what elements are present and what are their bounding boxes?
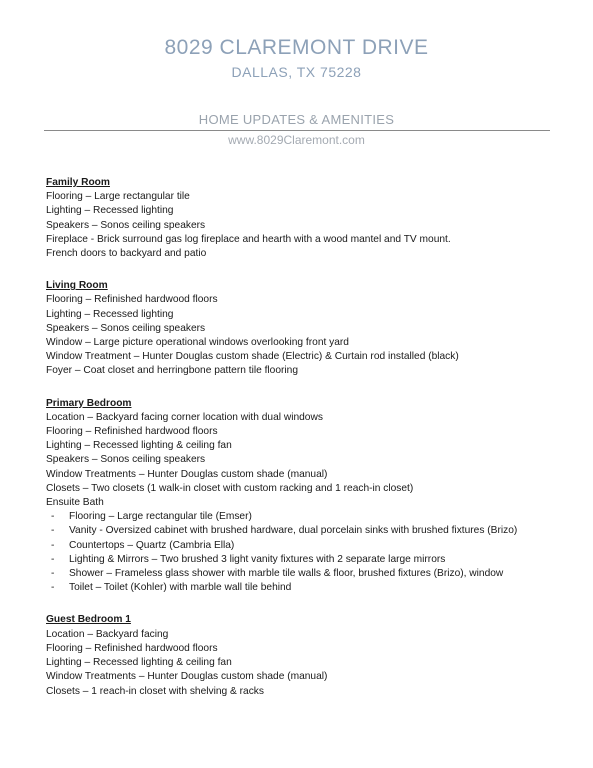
bullet-marker: - <box>51 539 55 551</box>
bullet-item <box>46 524 556 538</box>
section-heading: Primary Bedroom <box>46 397 132 409</box>
section-guest-bedroom-1 <box>46 613 556 698</box>
bullet-item <box>46 567 556 581</box>
feature-line: Fireplace - Brick surround gas log fireplace and hearth with a wood mantel and TV mount. <box>46 233 451 245</box>
feature-line: French doors to backyard and patio <box>46 248 207 260</box>
bullet-marker: - <box>51 553 55 565</box>
bullet-marker: - <box>51 511 55 523</box>
address-line-2: DALLAS, TX 75228 <box>231 64 362 80</box>
section-heading: Guest Bedroom 1 <box>46 614 131 626</box>
section-living-room <box>46 279 556 378</box>
feature-line: Flooring – Refinished hardwood floors <box>46 642 218 654</box>
address-line-1: 8029 CLAREMONT DRIVE <box>164 36 429 59</box>
bullet-text: Lighting & Mirrors – Two brushed 3 light vanity fixtures with 2 separate large mirrors <box>69 553 446 565</box>
feature-line: Foyer – Coat closet and herringbone pattern tile flooring <box>46 365 299 377</box>
bullet-text: Shower – Frameless glass shower with marble tile walls & floor, brushed fixtures (Brizo), window <box>69 568 504 580</box>
header-divider <box>44 130 550 131</box>
document-body <box>46 176 556 717</box>
feature-line: Closets – Two closets (1 walk-in closet with custom racking and 1 reach-in closet) <box>46 482 414 494</box>
feature-line: Lighting – Recessed lighting <box>46 308 174 320</box>
feature-line: Window – Large picture operational windows overlooking front yard <box>46 337 349 349</box>
feature-line: Flooring – Large rectangular tile <box>46 191 190 203</box>
feature-line: Speakers – Sonos ceiling speakers <box>46 454 206 466</box>
feature-line: Speakers – Sonos ceiling speakers <box>46 322 206 334</box>
bullet-text: Toilet – Toilet (Kohler) with marble wall tile behind <box>69 582 292 594</box>
section-heading: Living Room <box>46 280 108 292</box>
website-link[interactable]: www.8029Claremont.com <box>228 133 365 147</box>
feature-line: Flooring – Refinished hardwood floors <box>46 426 218 438</box>
feature-line: Location – Backyard facing corner location with dual windows <box>46 411 323 423</box>
feature-line: Window Treatment – Hunter Douglas custom shade (Electric) & Curtain rod installed (black) <box>46 351 459 363</box>
feature-line: Location – Backyard facing <box>46 628 169 640</box>
bullet-text: Flooring – Large rectangular tile (Emser) <box>69 511 252 523</box>
feature-line: Closets – 1 reach-in closet with shelving & racks <box>46 685 264 697</box>
section-heading: Family Room <box>46 177 110 188</box>
bullet-item <box>46 553 556 567</box>
feature-line: Lighting – Recessed lighting & ceiling fan <box>46 657 232 669</box>
bullet-marker: - <box>51 525 55 537</box>
bullet-marker: - <box>51 568 55 580</box>
bullet-item <box>46 539 556 553</box>
feature-line: Window Treatments – Hunter Douglas custom shade (manual) <box>46 671 328 683</box>
feature-line: Speakers – Sonos ceiling speakers <box>46 219 206 231</box>
bullet-text: Countertops – Quartz (Cambria Ella) <box>69 539 235 551</box>
feature-line: Window Treatments – Hunter Douglas custom shade (manual) <box>46 468 328 480</box>
bullet-item <box>46 581 556 595</box>
section-primary-bedroom <box>46 397 556 596</box>
feature-line: Lighting – Recessed lighting <box>46 205 174 217</box>
bullet-item <box>46 510 556 524</box>
bullet-text: Vanity - Oversized cabinet with brushed hardware, dual porcelain sinks with brushed fixtures (Brizo) <box>69 525 518 537</box>
feature-line: Flooring – Refinished hardwood floors <box>46 294 218 306</box>
bullet-marker: - <box>51 582 55 594</box>
section-family-room <box>46 176 556 261</box>
feature-line: Ensuite Bath <box>46 497 104 509</box>
document-title: HOME UPDATES & AMENITIES <box>198 112 395 127</box>
feature-line: Lighting – Recessed lighting & ceiling fan <box>46 440 232 452</box>
